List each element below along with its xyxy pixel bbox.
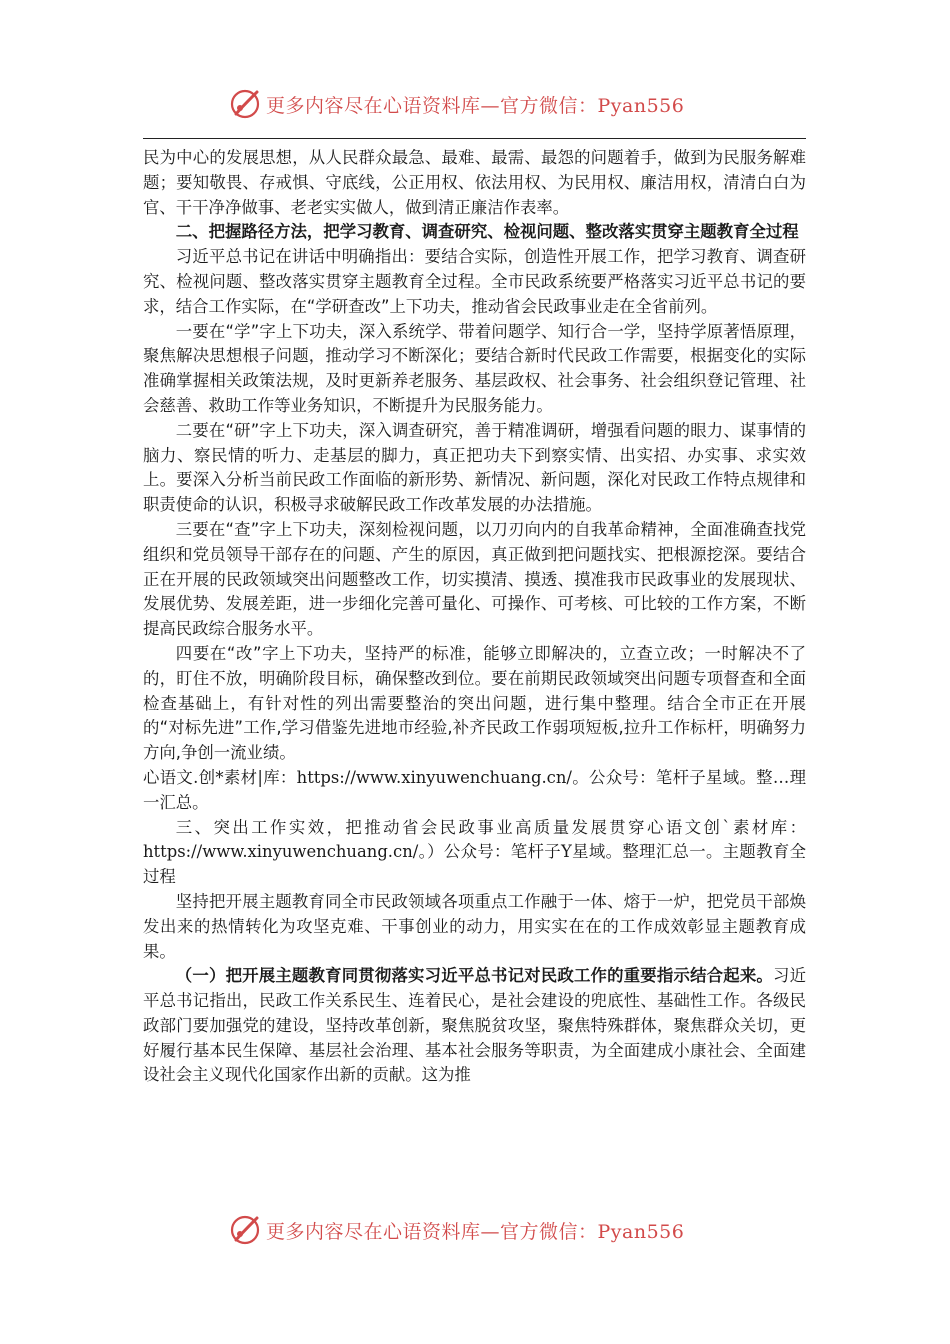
paragraph: 三要在“查”字上下功夫，深刻检视问题，以刀刃向内的自我革命精神，全面准确查找党组织和党员领导干部存在的问题、产生的原因，真正做到把问题找实、把根源挖深。要结合正在开展的民政领域突出问题整改工作，切实摸清、摸透、摸准我市民政事业的发展现状、发展优势、发展差距，进一步细化完善可量化、可操作、可考核、可比较的工作方案，不断提高民政综合服务水平。 xyxy=(143,519,806,639)
watermark-text: 更多内容尽在心语资料库—官方微信：Pyan556 xyxy=(266,1220,685,1243)
document-body xyxy=(143,146,806,1088)
section-heading: 二、把握路径方法，把学习教育、调查研究、检视问题、整改落实贯穿主题教育全过程 xyxy=(175,222,799,242)
paragraph: （一）把开展主题教育同贯彻落实习近平总书记对民政工作的重要指示结合起来。习近平总书记指出，民政工作关系民生、连着民心，是社会建设的兜底性、基础性工作。各级民政部门要加强党的建设，坚持改革创新，聚焦脱贫攻坚，聚焦特殊群体，聚焦群众关切，更好履行基本民生保障、基层社会治理、基本社会服务等职责，为全面建成小康社会、全面建设社会主义现代化国家作出新的贡献。这为推 xyxy=(143,966,807,1085)
paragraph: 民为中心的发展思想，从人民群众最急、最难、最需、最怨的问题着手，做到为民服务解难题；要知敬畏、存戒惧、守底线，公正用权、依法用权、为民用权、廉洁用权，清清白白为官、干干净净做事、老老实实做人，做到清正廉洁作表率。 xyxy=(143,148,806,217)
subsection-heading: （一）把开展主题教育同贯彻落实习近平总书记对民政工作的重要指示结合起来。 xyxy=(175,966,774,986)
paragraph: 习近平总书记在讲话中明确指出：要结合实际，创造性开展工作，把学习教育、调查研究、检视问题、整改落实贯穿主题教育全过程。全市民政系统要严格落实习近平总书记的要求，结合工作实际，在“学研查改”上下功夫，推动省会民政事业走在全省前列。 xyxy=(143,247,806,316)
header-rule xyxy=(143,138,806,139)
section-heading: 三、突出工作实效，把推动省会民政事业高质量发展贯穿心语文创`素材库：https://www.xinyuwenchuang.cn/。）公众号：笔杆子Y星域。整理汇总一。主题教育全过程 xyxy=(143,817,806,887)
watermark-text: 更多内容尽在心语资料库—官方微信：Pyan556 xyxy=(266,94,685,117)
brush-logo-icon xyxy=(228,87,262,121)
brush-logo-icon xyxy=(228,1213,262,1247)
paragraph: 四要在“改”字上下功夫，坚持严的标准，能够立即解决的，立查立改；一时解决不了的，盯住不放，明确阶段目标，确保整改到位。要在前期民政领域突出问题专项督查和全面检查基础上，有针对性的列出需要整治的突出问题，进行集中整理。结合全市正在开展的“对标先进”工作,学习借鉴先进地市经验,补齐民政工作弱项短板,拉升工作标杆，明确努力方向,争创一流业绩。 xyxy=(143,643,806,763)
paragraph: 坚持把开展主题教育同全市民政领域各项重点工作融于一体、熔于一炉，把党员干部焕发出来的热情转化为攻坚克难、干事创业的动力，用实实在在的工作成效彰显主题教育成果。 xyxy=(143,891,806,961)
watermark-footer xyxy=(228,1213,728,1247)
watermark-header xyxy=(228,87,728,121)
paragraph: 一要在“学”字上下功夫，深入系统学、带着问题学、知行合一学，坚持学原著悟原理，聚焦解决思想根子问题，推动学习不断深化；要结合新时代民政工作需要，根据变化的实际准确掌握相关政策法规，及时更新养老服务、基层政权、社会事务、社会组织登记管理、社会慈善、救助工作等业务知识，不断提升为民服务能力。 xyxy=(143,321,806,415)
paragraph: 二要在“研”字上下功夫，深入调查研究，善于精准调研，增强看问题的眼力、谋事情的脑力、察民情的听力、走基层的脚力，真正把功夫下到察实情、出实招、办实事、求实效上。要深入分析当前民政工作面临的新形势、新情况、新问题，深化对民政工作特点规律和职责使命的认识，积极寻求破解民政工作改革发展的办法措施。 xyxy=(143,420,806,515)
source-note: 心语文.创*素材|库：https://www.xinyuwenchuang.cn/。公众号：笔杆子星域。整…理一汇总。 xyxy=(143,767,806,812)
